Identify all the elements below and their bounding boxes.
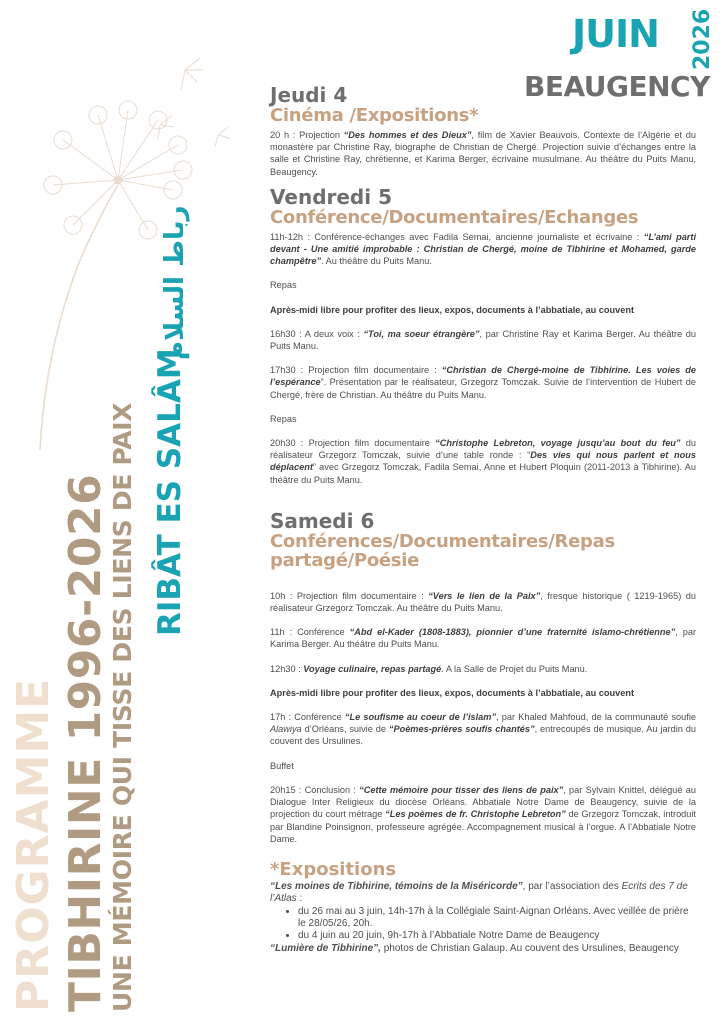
event-paragraph: 11h-12h : Conférence-échanges avec Fadila Semai, ancienne journaliste et écrivaine : “L’ami parti devant - Une amitié improbable : Christian de Chergé, moine de Tibhirine et Mohamed, garde champêtre”. Au théâtre du Puits Manu. xyxy=(270,231,696,267)
event-paragraph: 10h : Projection film documentaire : “Vers le lien de la Paix”, fresque historique ( 1219-1965) du réalisateur Grzegorz Tomczak. Au théâtre du Puits Manu. xyxy=(270,590,696,614)
ribat-label: RIBÂT ES SALÂM xyxy=(152,348,188,636)
arabic-label: رباط السلام xyxy=(160,205,190,360)
event-paragraph: 16h30 : A deux voix : “Toi, ma soeur étrangère”, par Christine Ray et Karima Berger. Au théâtre du Puits Manu. xyxy=(270,328,696,352)
programme-label: PROGRAMME xyxy=(8,677,59,1012)
expo-paragraph: “Lumière de Tibhirine”, photos de Christian Galaup. Au couvent des Ursulines, Beaugency xyxy=(270,942,679,954)
list-item: • du 4 juin au 20 juin, 9h-17h à l’Abbatiale Notre Dame de Beaugency xyxy=(298,930,696,942)
event-title: TIBHIRINE 1996-2026 xyxy=(60,473,111,1012)
expositions-heading: *Expositions xyxy=(270,858,397,880)
day-heading-samedi: Samedi 6 xyxy=(270,508,375,533)
event-subtitle: UNE MÉMOIRE QUI TISSE DES LIENS DE PAIX xyxy=(108,402,137,1012)
event-paragraph: 17h : Conférence “Le soufisme au coeur de l’islam”, par Khaled Mahfoud, de la communauté soufie Alawiya d’Orléans, suivie de “Poèmes-prières soufis chantés”, entrecoupés de musique. Au jardin du couvent des Ursulines. xyxy=(270,712,697,747)
header-city: BEAUGENCY xyxy=(524,70,710,103)
header-month: JUIN xyxy=(572,12,659,56)
repas-label: Repas xyxy=(270,413,297,424)
event-paragraph: 12h30 : Voyage culinaire, repas partagé. A la Salle de Projet du Puits Manu. xyxy=(270,663,588,674)
event-paragraph: 20 h : Projection “Des hommes et des Dieux”, film de Xavier Beauvois. Contexte de l’Algérie et du monastère par Christine Ray, biographe de Christian de Chergé. Projection suivie d’échanges entre la salle et Christine Ray, chrétienne, et Karima Berger, écrivaine musulmane. Au théâtre du Puits Manu, Beaugency. xyxy=(270,130,696,177)
program-content xyxy=(270,84,696,955)
header-year: 2026 xyxy=(690,8,715,70)
event-paragraph: 17h30 : Projection film documentaire : “Christian de Chergé-moine de Tibhirine. Les voies de l’espérance”. Présentation par le réalisateur, Grzegorz Tomczak. Suivie de l’intervention de Hubert de Chergé, frère de Christian. Au théâtre du Puits Manu. xyxy=(270,365,696,400)
list-item: • du 26 mai au 3 juin, 14h-17h à la Collégiale Saint-Aignan Orléans. Avec veillée de prière le 28/05/26, 20h. xyxy=(298,906,696,930)
buffet-label: Buffet xyxy=(270,760,294,771)
day-heading-vendredi: Vendredi 5 xyxy=(270,184,392,209)
event-paragraph: 11h : Conférence “Abd el-Kader (1808-1883), pionnier d’une fraternité islamo-chrétienne”, par Karima Berger. Au théâtre du Puits Manu. xyxy=(270,627,697,650)
event-paragraph: 20h30 : Projection film documentaire “Christophe Lebreton, voyage jusqu’au bout du feu” du réalisateur Grzegorz Tomczak, suivie d’une table ronde : “Des vies qui nous parlent et nous déplacent” avec Grzegorz Tomczak, Fadila Semai, Anne et Hubert Ploquin (2011-2013 à Tibhirine). Au théâtre du Puits Manu. xyxy=(270,438,696,485)
free-afternoon-note: Après-midi libre pour profiter des lieux, expos, documents à l’abbatiale, au couvent xyxy=(270,687,635,698)
repas-label: Repas xyxy=(270,280,297,291)
theme-samedi: Conférences/Documentaires/Repas partagé/Poésie xyxy=(270,530,615,571)
theme-jeudi: Cinéma /Expositions* xyxy=(270,105,479,126)
expo-paragraph: “Les moines de Tibhirine, témoins de la Miséricorde”, par l’association des Ecrits des 7 de l’Atlas : xyxy=(270,880,688,904)
free-afternoon-note: Après-midi libre pour profiter des lieux, expos, documents à l’abbatiale, au couvent xyxy=(270,304,635,315)
day-heading-jeudi: Jeudi 4 xyxy=(270,83,348,107)
expo-dates-list xyxy=(298,906,696,942)
theme-vendredi: Conférence/Documentaires/Echanges xyxy=(270,206,639,228)
event-paragraph: 20h15 : Conclusion : “Cette mémoire pour tisser des liens de paix”, par Sylvain Knittel, délégué au Dialogue Inter Religieux du diocèse Orléans. Abbatiale Notre Dame de Beaugency, suivie de la projection du court métrage “Les poèmes de fr. Christophe Lebreton” de Grzegorz Tomczak, introduit par Blandine Poinsignon, professeure agrégée. Accompagnement musical à l’orgue. A l’Abbatiale Notre Dame. xyxy=(270,784,696,844)
